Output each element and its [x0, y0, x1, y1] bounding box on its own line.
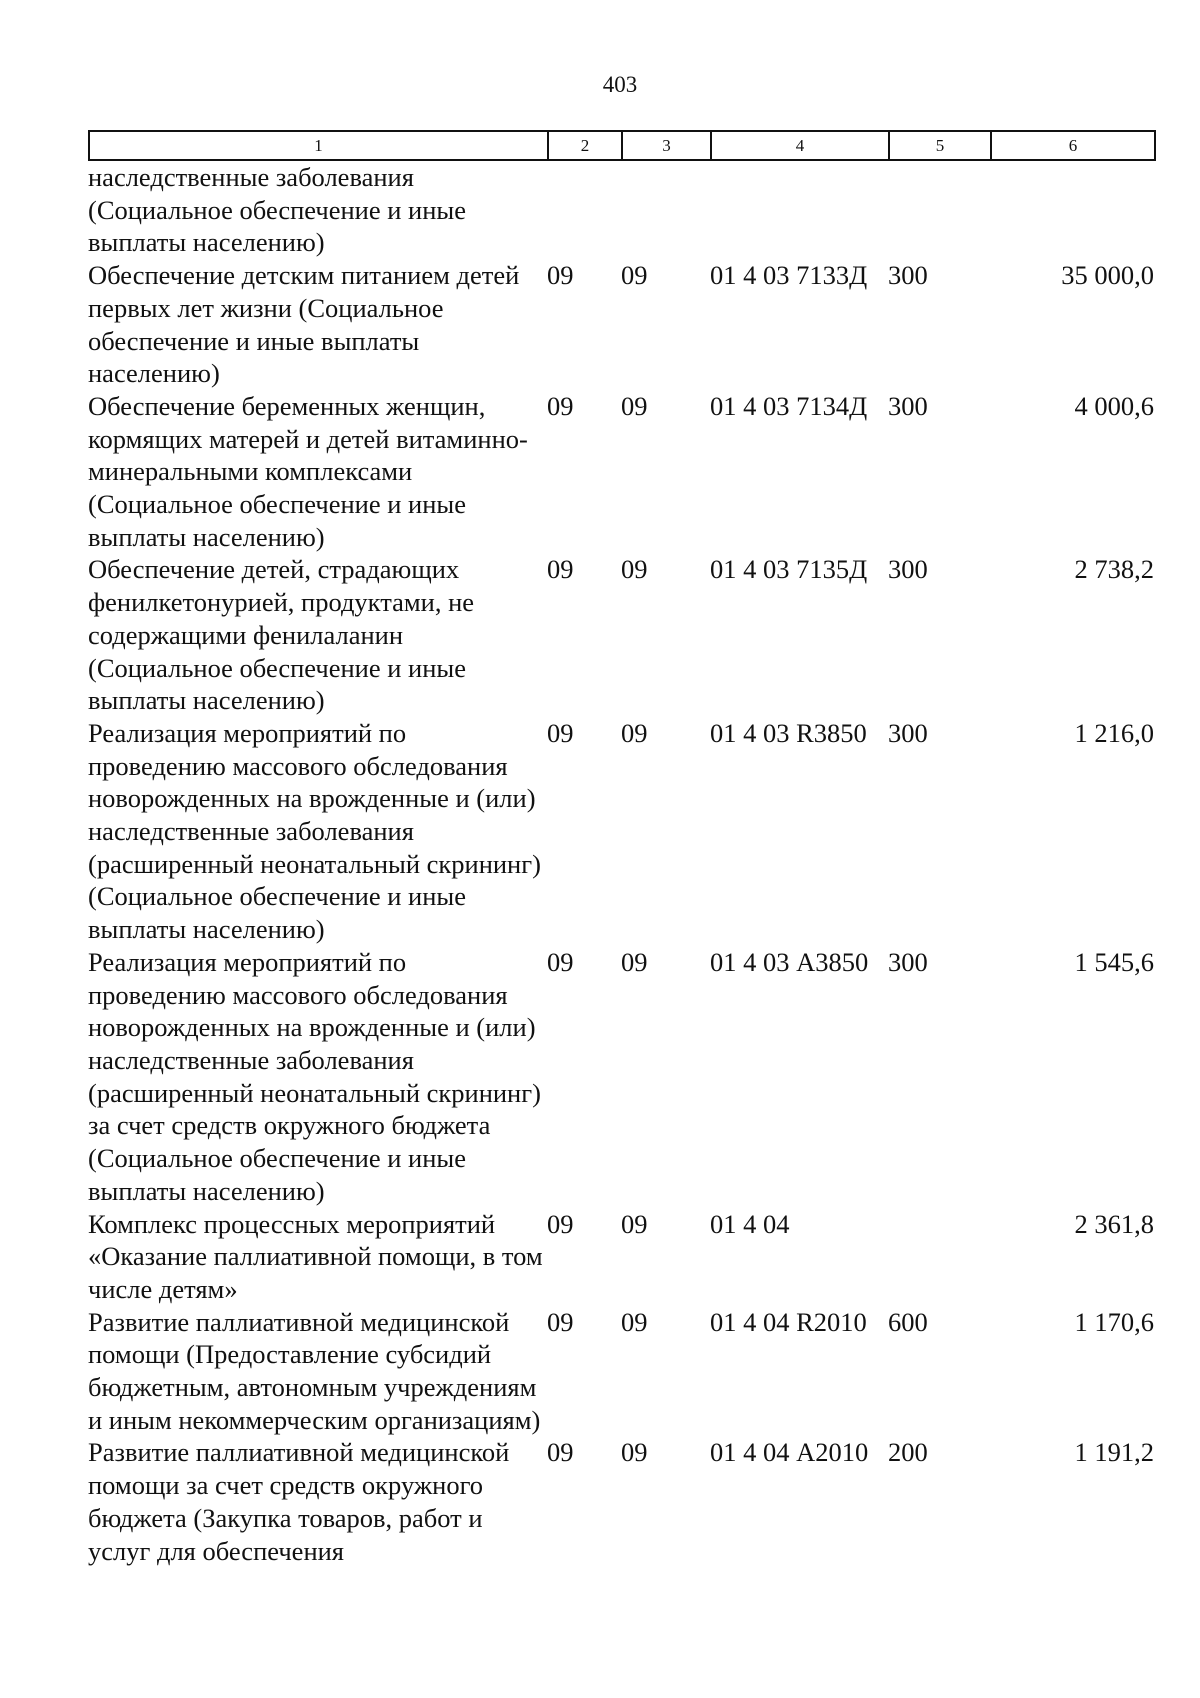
cell-name: Комплекс процессных мероприятий «Оказание паллиативной помощи, в том числе детям» [88, 1208, 543, 1304]
column-header-5: 5 [889, 131, 991, 160]
cell-pr: 09 [621, 390, 648, 421]
table-row [88, 259, 1154, 390]
table-row [88, 553, 1154, 717]
cell-sum: 2 361,8 [1074, 1208, 1154, 1239]
column-header-3: 3 [622, 131, 711, 160]
cell-rz: 09 [547, 1208, 574, 1239]
column-header-4: 4 [711, 131, 889, 160]
table-row [88, 161, 1154, 259]
table-row [88, 1436, 1154, 1567]
cell-name: Реализация мероприятий по проведению массового обследования новорожденных на врожденные и (или) наследственные заболевания (расширенный неонатальный скрининг) за счет средств окружного бюджета (Социальное обеспечение и иные выплаты населению) [88, 946, 541, 1206]
cell-vr: 300 [888, 946, 928, 977]
cell-vr: 300 [888, 554, 928, 585]
cell-rz: 09 [547, 554, 574, 585]
cell-pr: 09 [621, 554, 648, 585]
cell-pr: 09 [621, 946, 648, 977]
cell-csr: 01 4 04 R2010 [710, 1306, 867, 1337]
cell-sum: 1 545,6 [1074, 946, 1154, 977]
cell-rz: 09 [547, 1306, 574, 1337]
column-header-1: 1 [89, 131, 548, 160]
budget-table-body [88, 161, 1154, 1567]
cell-vr: 600 [888, 1306, 928, 1337]
cell-rz: 09 [547, 260, 574, 291]
cell-rz: 09 [547, 717, 574, 748]
table-row [88, 1208, 1154, 1306]
cell-vr: 300 [888, 717, 928, 748]
cell-pr: 09 [621, 1306, 648, 1337]
cell-name: наследственные заболевания (Социальное обеспечение и иные выплаты населению) [88, 162, 466, 258]
cell-sum: 1 191,2 [1074, 1437, 1154, 1468]
cell-vr: 200 [888, 1437, 928, 1468]
cell-pr: 09 [621, 1437, 648, 1468]
cell-name: Реализация мероприятий по проведению массового обследования новорожденных на врожденные и (или) наследственные заболевания (расширенный неонатальный скрининг) (Социальное обеспечение и иные выплаты населению) [88, 717, 541, 945]
cell-rz [547, 161, 621, 259]
cell-csr: 01 4 03 7135Д [710, 554, 868, 585]
cell-pr [621, 161, 710, 259]
cell-name: Обеспечение детским питанием детей первых лет жизни (Социальное обеспечение и иные выплаты населению) [88, 260, 520, 389]
cell-name: Развитие паллиативной медицинской помощи (Предоставление субсидий бюджетным, автономным учреждениям и иным некоммерческим организациям) [88, 1306, 541, 1435]
cell-name: Обеспечение беременных женщин, кормящих матерей и детей витаминно-минеральными комплексами (Социальное обеспечение и иные выплаты населению) [88, 390, 528, 552]
cell-vr: 300 [888, 390, 928, 421]
cell-name: Развитие паллиативной медицинской помощи за счет средств окружного бюджета (Закупка товаров, работ и услуг для обеспечения [88, 1437, 510, 1566]
cell-pr: 09 [621, 260, 648, 291]
cell-csr: 01 4 04 А2010 [710, 1437, 869, 1468]
cell-sum: 1 170,6 [1074, 1306, 1154, 1337]
cell-csr: 01 4 03 R3850 [710, 717, 867, 748]
table-row [88, 717, 1154, 946]
cell-sum: 1 216,0 [1074, 717, 1154, 748]
column-header-6: 6 [991, 131, 1155, 160]
cell-csr: 01 4 03 7134Д [710, 390, 868, 421]
table-row [88, 1306, 1154, 1437]
cell-vr [888, 1208, 990, 1306]
budget-table [88, 161, 1154, 1567]
table-row [88, 390, 1154, 554]
column-header-table [88, 130, 1156, 161]
cell-rz: 09 [547, 1437, 574, 1468]
cell-sum: 2 738,2 [1074, 554, 1154, 585]
cell-name: Обеспечение детей, страдающих фенилкетонурией, продуктами, не содержащими фенилаланин (Социальное обеспечение и иные выплаты населению) [88, 554, 475, 716]
cell-pr: 09 [621, 717, 648, 748]
cell-csr [710, 161, 888, 259]
page-number: 403 [602, 72, 638, 97]
cell-csr: 01 4 03 А3850 [710, 946, 869, 977]
table-row [88, 946, 1154, 1208]
cell-vr [888, 161, 990, 259]
cell-sum: 35 000,0 [1061, 260, 1154, 291]
cell-sum: 4 000,6 [1074, 390, 1154, 421]
column-header-row [89, 131, 1155, 160]
cell-csr: 01 4 04 [710, 1208, 790, 1239]
cell-pr: 09 [621, 1208, 648, 1239]
column-header-2: 2 [548, 131, 622, 160]
cell-rz: 09 [547, 390, 574, 421]
cell-csr: 01 4 03 7133Д [710, 260, 868, 291]
cell-vr: 300 [888, 260, 928, 291]
cell-sum [990, 161, 1154, 259]
cell-rz: 09 [547, 946, 574, 977]
